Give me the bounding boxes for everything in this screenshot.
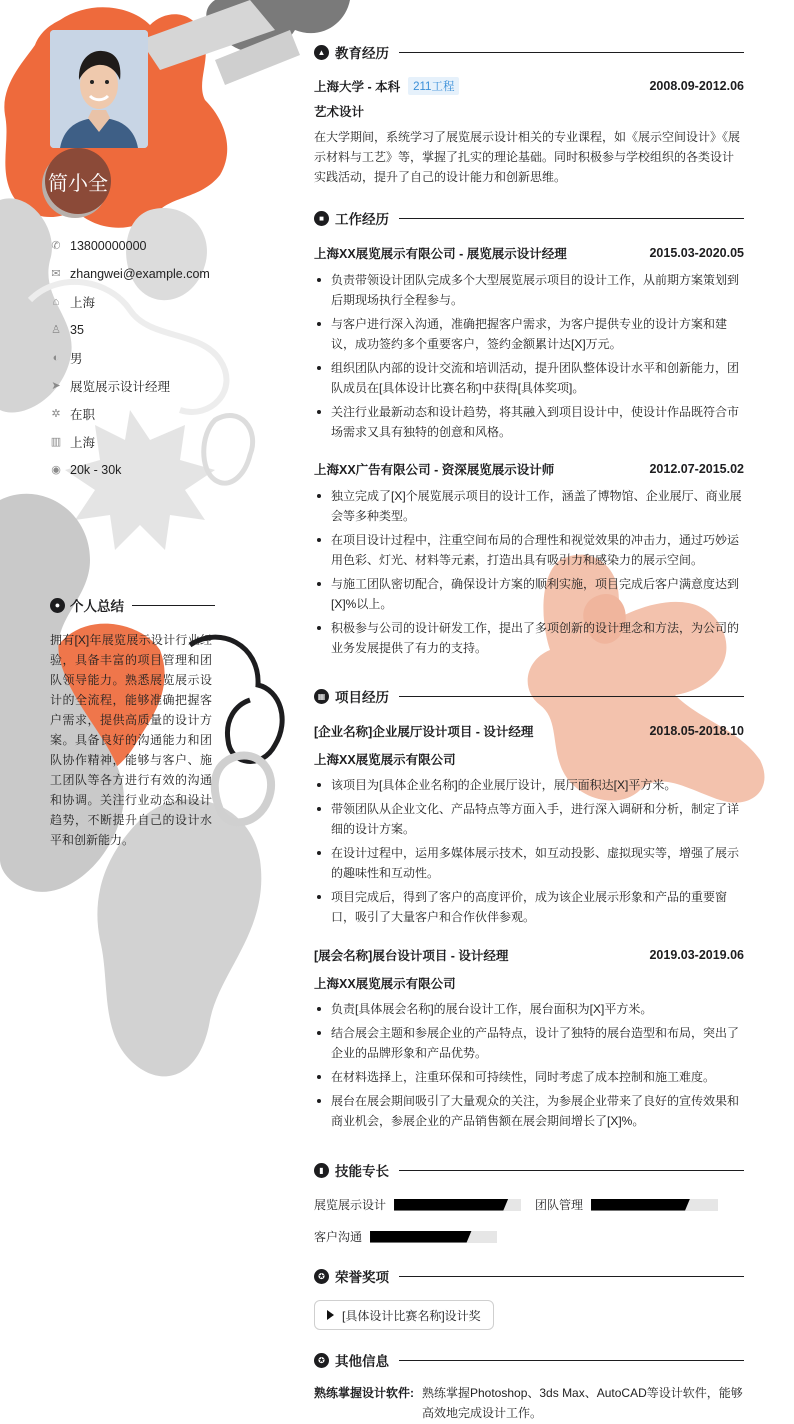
info-text: 20k - 30k	[70, 463, 122, 477]
school-tag: 211工程	[408, 77, 459, 95]
home-icon: ⌂	[52, 296, 60, 308]
education-major: 艺术设计	[314, 105, 365, 119]
skill-bar-fill	[370, 1231, 472, 1243]
skill-bar-fill	[394, 1199, 508, 1211]
mail-icon: ✉	[51, 268, 61, 280]
info-item	[50, 400, 210, 428]
contact-info-list	[50, 232, 210, 484]
other-label: 熟练掌握设计软件:	[314, 1386, 414, 1400]
award-text: [具体设计比赛名称]设计奖	[342, 1308, 481, 1323]
other-title: 其他信息	[335, 1354, 389, 1369]
summary-section-header	[50, 595, 215, 615]
phone-icon: ✆	[51, 240, 61, 252]
project-date: 2018.05-2018.10	[649, 724, 744, 738]
project-row	[314, 946, 744, 964]
job-row	[314, 460, 744, 478]
play-triangle-icon	[327, 1310, 334, 1320]
info-text: 上海	[70, 296, 96, 310]
info-text: 男	[70, 352, 83, 366]
grid-icon: ▦	[314, 689, 329, 704]
age-icon: ♙	[51, 324, 61, 336]
info-text: 上海	[70, 436, 96, 450]
skill-item	[314, 1196, 521, 1213]
project-bullets	[314, 775, 744, 931]
work-title: 工作经历	[335, 212, 389, 227]
user-icon: ●	[50, 598, 65, 613]
info-text: 13800000000	[70, 239, 147, 253]
info-item	[50, 288, 210, 316]
project-heading: [企业名称]企业展厅设计项目 - 设计经理	[314, 725, 534, 739]
info-text: zhangwei@example.com	[70, 267, 210, 281]
education-date: 2008.09-2012.06	[649, 79, 744, 93]
info-icon: ✪	[314, 1353, 329, 1368]
project-company: 上海XX展览展示有限公司	[314, 753, 456, 767]
bullet-item: 结合展会主题和参展企业的产品特点，设计了独特的展台造型和布局，突出了企业的品牌形象和产品优势。	[314, 1023, 744, 1063]
info-text: 35	[70, 323, 84, 337]
skill-item	[314, 1228, 497, 1245]
project-bullets	[314, 999, 744, 1135]
bullet-item: 展台在展会期间吸引了大量观众的关注，为参展企业带来了良好的宣传效果和商业机会，参展企业的产品销售额在展会期间增长了[X]%。	[314, 1091, 744, 1131]
bullet-item: 在材料选择上，注重环保和可持续性，同时考虑了成本控制和施工难度。	[314, 1067, 744, 1087]
divider	[399, 696, 744, 697]
projects-title: 项目经历	[335, 690, 389, 705]
job-bullets	[314, 486, 744, 662]
divider	[132, 605, 215, 606]
skill-bar	[370, 1231, 497, 1243]
name-badge: 简小全	[45, 148, 111, 214]
other-value: 熟练掌握Photoshop、3ds Max、AutoCAD等设计软件，能够高效地完成设计工作。	[422, 1386, 743, 1420]
skill-item	[535, 1196, 718, 1213]
bullet-item: 与施工团队密切配合，确保设计方案的顺利实施，项目完成后客户满意度达到[X]%以上。	[314, 574, 744, 614]
info-item	[50, 372, 210, 400]
other-info-row	[314, 1383, 744, 1423]
divider	[399, 1360, 744, 1361]
award-icon: ✪	[314, 1269, 329, 1284]
bullet-item: 项目完成后，得到了客户的高度评价，成为该企业展示形象和产品的重要窗口，吸引了大量客户和合作伙伴参观。	[314, 887, 744, 927]
education-title: 教育经历	[335, 46, 389, 61]
bullet-item: 关注行业最新动态和设计趋势，将其融入到项目设计中，使设计作品既符合市场需求又具有独特的创意和风格。	[314, 402, 744, 442]
divider	[399, 1276, 744, 1277]
info-item	[50, 344, 210, 372]
bullet-item: 负责带领设计团队完成多个大型展览展示项目的设计工作，从前期方案策划到后期现场执行全程参与。	[314, 270, 744, 310]
job-row	[314, 244, 744, 262]
project-company: 上海XX展览展示有限公司	[314, 977, 456, 991]
info-item	[50, 428, 210, 456]
info-item	[50, 232, 210, 260]
bullet-item: 负责[具体展会名称]的展台设计工作，展台面积为[X]平方米。	[314, 999, 744, 1019]
gender-icon: ◐	[52, 352, 60, 364]
divider	[399, 52, 744, 53]
sidebar	[0, 0, 250, 1424]
bullet-item: 组织团队内部的设计交流和培训活动，提升团队整体设计水平和创新能力，团队成员在[具体设计比赛名称]中获得[具体奖项]。	[314, 358, 744, 398]
summary-title: 个人总结	[70, 599, 124, 614]
info-text: 展览展示设计经理	[70, 380, 171, 394]
job-bullets	[314, 270, 744, 446]
bullet-item: 在设计过程中，运用多媒体展示技术，如互动投影、虚拟现实等，增强了展示的趣味性和互动性。	[314, 843, 744, 883]
projects-section-header	[314, 686, 744, 706]
divider	[399, 218, 744, 219]
avatar-illustration	[50, 30, 148, 148]
bar-chart-icon: ▮	[314, 1163, 329, 1178]
status-icon: ✲	[51, 408, 61, 420]
info-item	[50, 456, 210, 484]
school-name: 上海大学 - 本科	[314, 80, 401, 94]
bullet-item: 与客户进行深入沟通，准确把握客户需求，为客户提供专业的设计方案和建议，成功签约多个重要客户，签约金额累计达[X]万元。	[314, 314, 744, 354]
job-date: 2015.03-2020.05	[649, 246, 744, 260]
skill-name: 团队管理	[535, 1198, 584, 1212]
skill-name: 展览展示设计	[314, 1198, 387, 1212]
job-heading: 上海XX广告有限公司 - 资深展览展示设计师	[314, 463, 555, 477]
send-icon: ➤	[51, 380, 61, 392]
skill-name: 客户沟通	[314, 1230, 363, 1244]
briefcase-icon: ■	[314, 211, 329, 226]
profile-photo	[50, 30, 148, 148]
bullet-item: 带领团队从企业文化、产品特点等方面入手，进行深入调研和分析，制定了详细的设计方案。	[314, 799, 744, 839]
divider	[399, 1170, 744, 1171]
education-row	[314, 77, 744, 95]
info-text: 在职	[70, 408, 96, 422]
award-item	[314, 1300, 494, 1330]
bullet-item: 积极参与公司的设计研发工作，提出了多项创新的设计理念和方法，为公司的业务发展提供了有力的支持。	[314, 618, 744, 658]
skills-title: 技能专长	[335, 1164, 389, 1179]
project-date: 2019.03-2019.06	[649, 948, 744, 962]
skill-bar	[591, 1199, 718, 1211]
building-icon: ▥	[50, 436, 62, 448]
awards-title: 荣誉奖项	[335, 1270, 389, 1285]
summary-text: 拥有[X]年展览展示设计行业经验，具备丰富的项目管理和团队领导能力。熟悉展览展示设计的全流程，能够准确把握客户需求，提供高质量的设计方案。具备良好的沟通能力和团队协作精神，能够与客户、施工团队等各方进行有效的沟通和协调。关注行业动态和设计趋势，不断提升自己的设计水平和创新能力。	[50, 633, 212, 847]
other-section-header	[314, 1350, 744, 1370]
job-date: 2012.07-2015.02	[649, 462, 744, 476]
skill-bar-fill	[591, 1199, 690, 1211]
skill-bar	[394, 1199, 521, 1211]
bullet-item: 在项目设计过程中，注重空间布局的合理性和视觉效果的冲击力，通过巧妙运用色彩、灯光、材料等元素，打造出具有吸引力和感染力的展示空间。	[314, 530, 744, 570]
awards-section-header	[314, 1266, 744, 1286]
salary-icon: ◉	[51, 464, 61, 476]
bullet-item: 独立完成了[X]个展览展示项目的设计工作，涵盖了博物馆、企业展厅、商业展会等多种类型。	[314, 486, 744, 526]
education-description: 在大学期间，系统学习了展览展示设计相关的专业课程，如《展示空间设计》《展示材料与工艺》等，掌握了扎实的理论基础。同时积极参与学校组织的各类设计实践活动，提升了自己的设计能力和创新思维。	[314, 130, 741, 184]
job-heading: 上海XX展览展示有限公司 - 展览展示设计经理	[314, 247, 567, 261]
project-row	[314, 722, 744, 740]
work-section-header	[314, 208, 744, 228]
info-item	[50, 260, 210, 288]
education-section-header	[314, 42, 744, 62]
info-item	[50, 316, 210, 344]
skills-section-header	[314, 1160, 744, 1180]
graduation-cap-icon: ▲	[314, 45, 329, 60]
bullet-item: 该项目为[具体企业名称]的企业展厅设计，展厅面积达[X]平方米。	[314, 775, 744, 795]
project-heading: [展会名称]展台设计项目 - 设计经理	[314, 949, 509, 963]
